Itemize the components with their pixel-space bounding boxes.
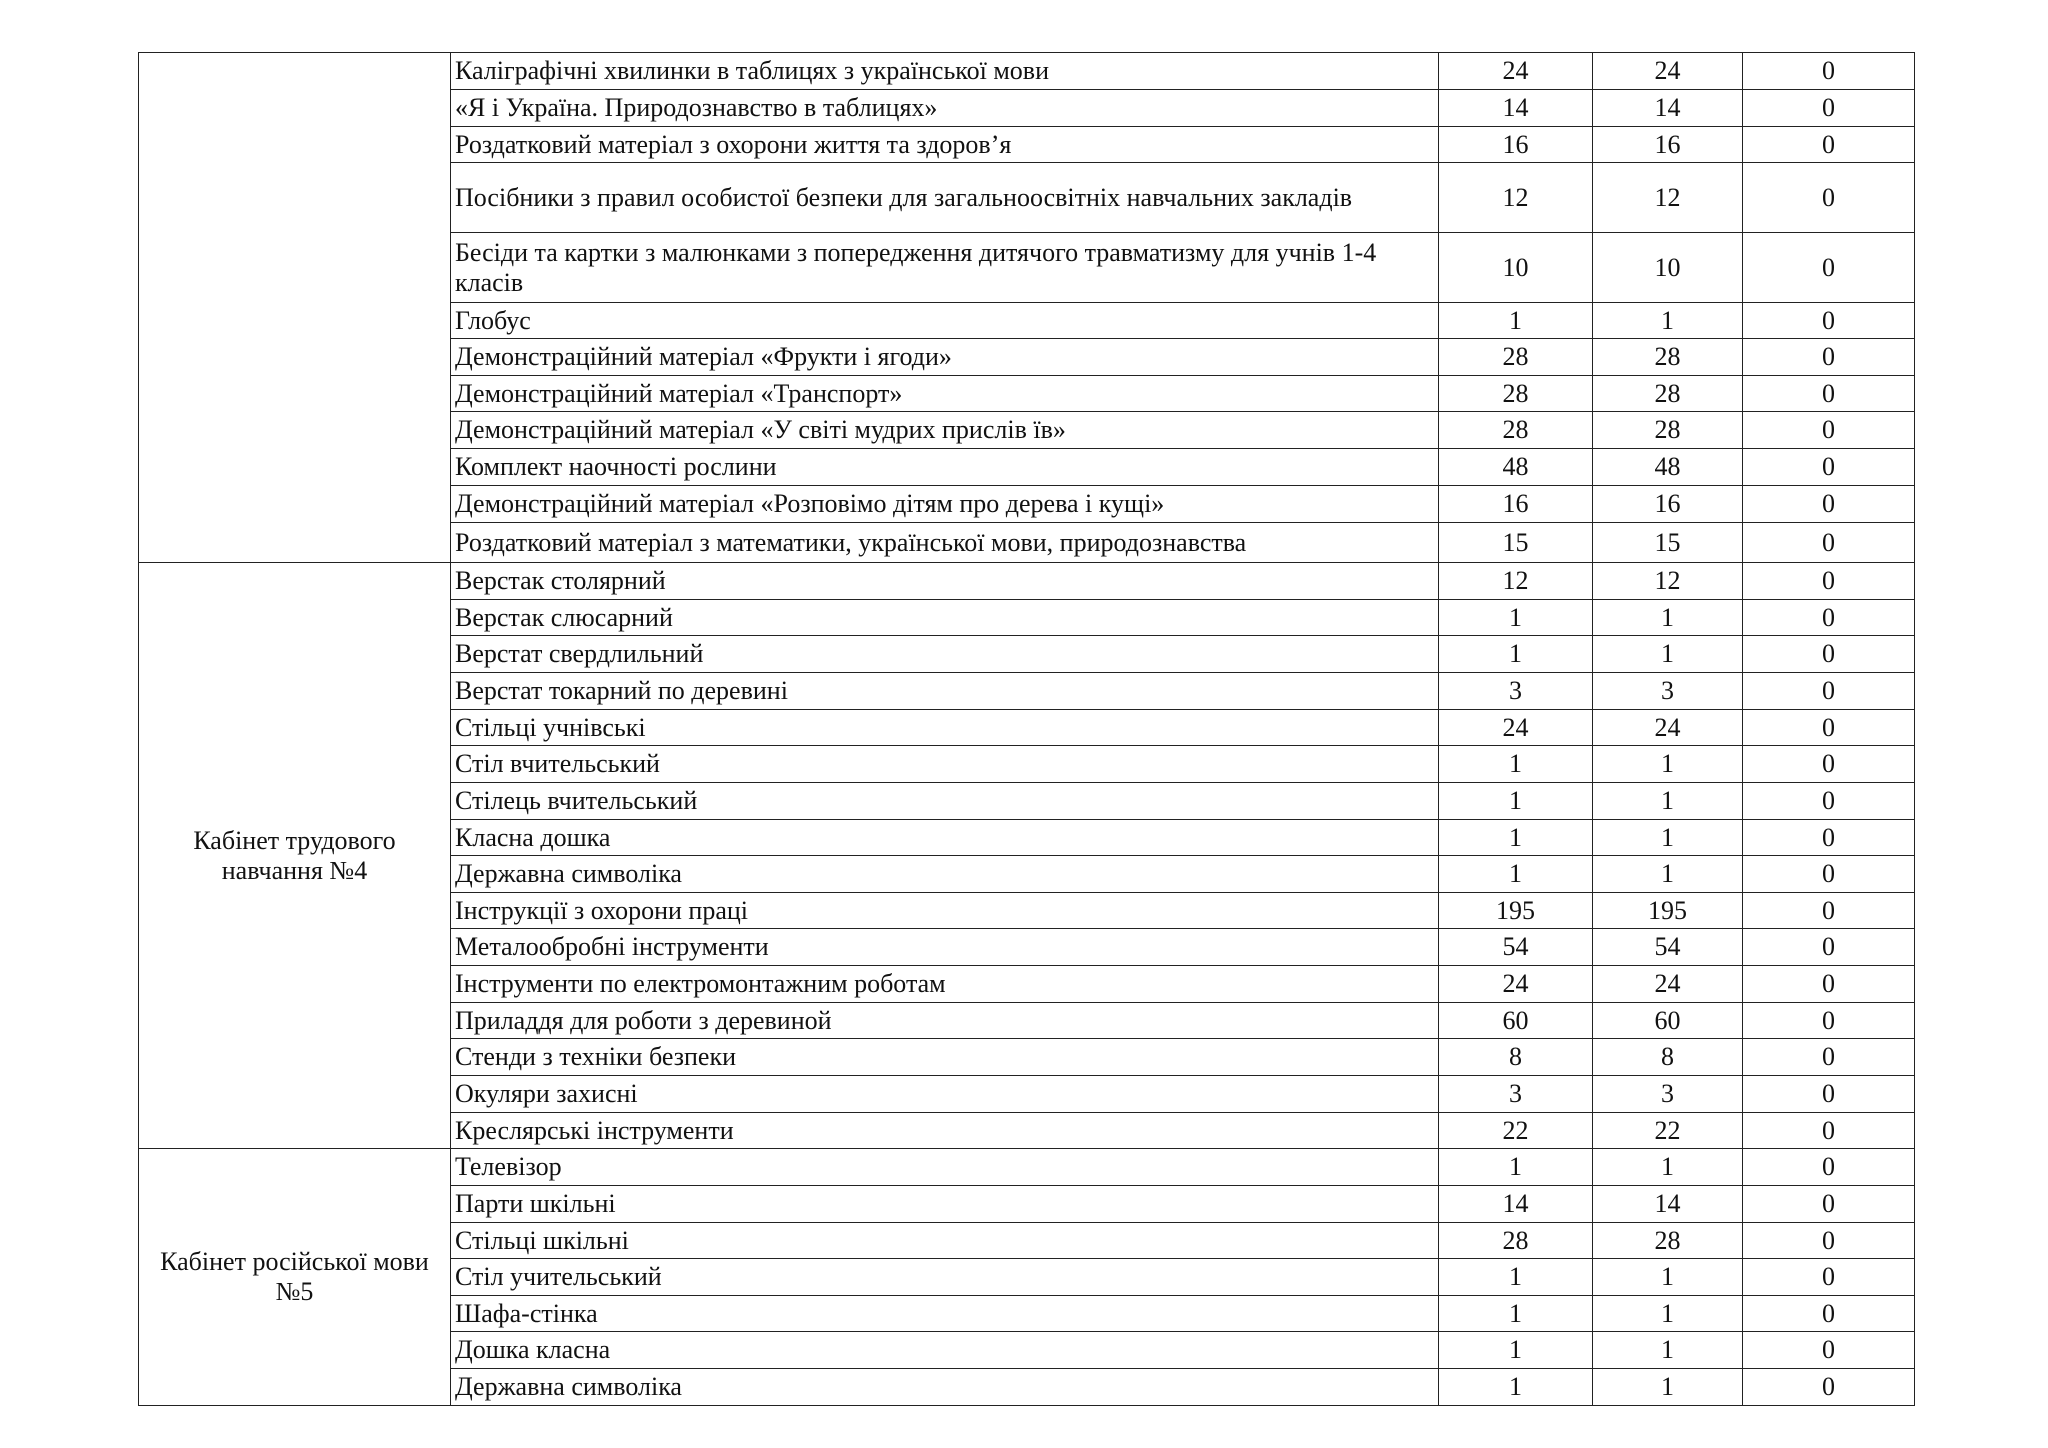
- quantity-cell: 16: [1439, 127, 1593, 163]
- quantity-cell: 24: [1439, 53, 1593, 90]
- inventory-table: [138, 52, 1915, 1406]
- quantity-cell: 28: [1439, 339, 1593, 376]
- item-name-cell: Державна символіка: [451, 1369, 1439, 1406]
- available-quantity-cell: 1: [1593, 746, 1743, 783]
- available-quantity-cell: 48: [1593, 449, 1743, 486]
- available-quantity-cell: 24: [1593, 710, 1743, 746]
- item-name-cell: Металообробні інструменти: [451, 929, 1439, 966]
- available-quantity-cell: 12: [1593, 163, 1743, 233]
- quantity-cell: 60: [1439, 1003, 1593, 1039]
- available-quantity-cell: 1: [1593, 1369, 1743, 1406]
- item-name-cell: Стіл учительський: [451, 1259, 1439, 1296]
- item-name-cell: Верстат свердлильний: [451, 636, 1439, 673]
- shortage-cell: 0: [1743, 376, 1915, 412]
- quantity-cell: 8: [1439, 1039, 1593, 1076]
- quantity-cell: 16: [1439, 486, 1593, 523]
- available-quantity-cell: 195: [1593, 893, 1743, 929]
- room-name-cell: [139, 53, 451, 563]
- shortage-cell: 0: [1743, 127, 1915, 163]
- quantity-cell: 1: [1439, 1259, 1593, 1296]
- item-name-cell: Класна дошка: [451, 820, 1439, 856]
- available-quantity-cell: 1: [1593, 303, 1743, 339]
- shortage-cell: 0: [1743, 163, 1915, 233]
- quantity-cell: 3: [1439, 1076, 1593, 1113]
- available-quantity-cell: 1: [1593, 856, 1743, 893]
- quantity-cell: 28: [1439, 376, 1593, 412]
- quantity-cell: 1: [1439, 820, 1593, 856]
- available-quantity-cell: 1: [1593, 1332, 1743, 1369]
- item-name-cell: Роздатковий матеріал з охорони життя та здоров’я: [451, 127, 1439, 163]
- available-quantity-cell: 16: [1593, 486, 1743, 523]
- item-name-cell: Інструменти по електромонтажним роботам: [451, 966, 1439, 1003]
- shortage-cell: 0: [1743, 856, 1915, 893]
- quantity-cell: 54: [1439, 929, 1593, 966]
- shortage-cell: 0: [1743, 339, 1915, 376]
- shortage-cell: 0: [1743, 893, 1915, 929]
- shortage-cell: 0: [1743, 1332, 1915, 1369]
- quantity-cell: 1: [1439, 1296, 1593, 1332]
- available-quantity-cell: 15: [1593, 523, 1743, 563]
- shortage-cell: 0: [1743, 563, 1915, 600]
- table-row: [139, 563, 1915, 600]
- available-quantity-cell: 1: [1593, 783, 1743, 820]
- item-name-cell: Бесіди та картки з малюнками з попередження дитячого травматизму для учнів 1-4 класів: [451, 233, 1439, 303]
- item-name-cell: Роздатковий матеріал з математики, української мови, природознавства: [451, 523, 1439, 563]
- item-name-cell: Демонстраційний матеріал «Фрукти і ягоди»: [451, 339, 1439, 376]
- available-quantity-cell: 14: [1593, 1186, 1743, 1223]
- item-name-cell: Глобус: [451, 303, 1439, 339]
- available-quantity-cell: 28: [1593, 339, 1743, 376]
- shortage-cell: 0: [1743, 1296, 1915, 1332]
- item-name-cell: Креслярські інструменти: [451, 1113, 1439, 1149]
- item-name-cell: Інструкції з охорони праці: [451, 893, 1439, 929]
- shortage-cell: 0: [1743, 1003, 1915, 1039]
- shortage-cell: 0: [1743, 1259, 1915, 1296]
- quantity-cell: 1: [1439, 746, 1593, 783]
- item-name-cell: Комплект наочності рослини: [451, 449, 1439, 486]
- available-quantity-cell: 12: [1593, 563, 1743, 600]
- quantity-cell: 24: [1439, 710, 1593, 746]
- shortage-cell: 0: [1743, 523, 1915, 563]
- item-name-cell: Верстат токарний по деревині: [451, 673, 1439, 710]
- quantity-cell: 14: [1439, 90, 1593, 127]
- item-name-cell: Стілець вчительський: [451, 783, 1439, 820]
- shortage-cell: 0: [1743, 1186, 1915, 1223]
- inventory-table-body: [139, 53, 1915, 1406]
- quantity-cell: 24: [1439, 966, 1593, 1003]
- available-quantity-cell: 60: [1593, 1003, 1743, 1039]
- quantity-cell: 28: [1439, 412, 1593, 449]
- available-quantity-cell: 14: [1593, 90, 1743, 127]
- quantity-cell: 12: [1439, 163, 1593, 233]
- available-quantity-cell: 1: [1593, 600, 1743, 636]
- available-quantity-cell: 3: [1593, 673, 1743, 710]
- available-quantity-cell: 10: [1593, 233, 1743, 303]
- available-quantity-cell: 28: [1593, 376, 1743, 412]
- room-name-cell: Кабінет трудового навчання №4: [139, 563, 451, 1149]
- shortage-cell: 0: [1743, 636, 1915, 673]
- quantity-cell: 48: [1439, 449, 1593, 486]
- quantity-cell: 1: [1439, 1149, 1593, 1186]
- quantity-cell: 1: [1439, 636, 1593, 673]
- quantity-cell: 12: [1439, 563, 1593, 600]
- quantity-cell: 195: [1439, 893, 1593, 929]
- shortage-cell: 0: [1743, 783, 1915, 820]
- shortage-cell: 0: [1743, 1113, 1915, 1149]
- shortage-cell: 0: [1743, 929, 1915, 966]
- available-quantity-cell: 24: [1593, 53, 1743, 90]
- item-name-cell: Телевізор: [451, 1149, 1439, 1186]
- available-quantity-cell: 3: [1593, 1076, 1743, 1113]
- item-name-cell: Верстак слюсарний: [451, 600, 1439, 636]
- available-quantity-cell: 16: [1593, 127, 1743, 163]
- quantity-cell: 14: [1439, 1186, 1593, 1223]
- shortage-cell: 0: [1743, 746, 1915, 783]
- shortage-cell: 0: [1743, 412, 1915, 449]
- shortage-cell: 0: [1743, 486, 1915, 523]
- shortage-cell: 0: [1743, 1076, 1915, 1113]
- shortage-cell: 0: [1743, 53, 1915, 90]
- item-name-cell: Демонстраційний матеріал «Транспорт»: [451, 376, 1439, 412]
- item-name-cell: Демонстраційний матеріал «У світі мудрих прислів їв»: [451, 412, 1439, 449]
- item-name-cell: Державна символіка: [451, 856, 1439, 893]
- shortage-cell: 0: [1743, 820, 1915, 856]
- available-quantity-cell: 8: [1593, 1039, 1743, 1076]
- item-name-cell: «Я і Україна. Природознавство в таблицях»: [451, 90, 1439, 127]
- available-quantity-cell: 22: [1593, 1113, 1743, 1149]
- item-name-cell: Посібники з правил особистої безпеки для загальноосвітніх навчальних закладів: [451, 163, 1439, 233]
- available-quantity-cell: 24: [1593, 966, 1743, 1003]
- quantity-cell: 1: [1439, 1332, 1593, 1369]
- quantity-cell: 1: [1439, 783, 1593, 820]
- quantity-cell: 1: [1439, 1369, 1593, 1406]
- item-name-cell: Парти шкільні: [451, 1186, 1439, 1223]
- shortage-cell: 0: [1743, 1369, 1915, 1406]
- available-quantity-cell: 1: [1593, 1149, 1743, 1186]
- available-quantity-cell: 28: [1593, 1223, 1743, 1259]
- item-name-cell: Шафа-стінка: [451, 1296, 1439, 1332]
- item-name-cell: Верстак столярний: [451, 563, 1439, 600]
- shortage-cell: 0: [1743, 449, 1915, 486]
- quantity-cell: 10: [1439, 233, 1593, 303]
- item-name-cell: Стенди з техніки безпеки: [451, 1039, 1439, 1076]
- item-name-cell: Каліграфічні хвилинки в таблицях з української мови: [451, 53, 1439, 90]
- available-quantity-cell: 1: [1593, 636, 1743, 673]
- available-quantity-cell: 54: [1593, 929, 1743, 966]
- item-name-cell: Демонстраційний матеріал «Розповімо дітям про дерева і кущі»: [451, 486, 1439, 523]
- quantity-cell: 28: [1439, 1223, 1593, 1259]
- shortage-cell: 0: [1743, 90, 1915, 127]
- item-name-cell: Дошка класна: [451, 1332, 1439, 1369]
- room-name-cell: Кабінет російської мови №5: [139, 1149, 451, 1406]
- item-name-cell: Окуляри захисні: [451, 1076, 1439, 1113]
- available-quantity-cell: 1: [1593, 820, 1743, 856]
- quantity-cell: 1: [1439, 303, 1593, 339]
- item-name-cell: Стільці учнівські: [451, 710, 1439, 746]
- quantity-cell: 3: [1439, 673, 1593, 710]
- shortage-cell: 0: [1743, 600, 1915, 636]
- quantity-cell: 1: [1439, 600, 1593, 636]
- item-name-cell: Стіл вчительський: [451, 746, 1439, 783]
- item-name-cell: Стільці шкільні: [451, 1223, 1439, 1259]
- shortage-cell: 0: [1743, 966, 1915, 1003]
- available-quantity-cell: 28: [1593, 412, 1743, 449]
- available-quantity-cell: 1: [1593, 1259, 1743, 1296]
- shortage-cell: 0: [1743, 1149, 1915, 1186]
- table-row: [139, 1149, 1915, 1186]
- shortage-cell: 0: [1743, 233, 1915, 303]
- shortage-cell: 0: [1743, 1223, 1915, 1259]
- shortage-cell: 0: [1743, 1039, 1915, 1076]
- shortage-cell: 0: [1743, 673, 1915, 710]
- shortage-cell: 0: [1743, 303, 1915, 339]
- shortage-cell: 0: [1743, 710, 1915, 746]
- quantity-cell: 1: [1439, 856, 1593, 893]
- quantity-cell: 15: [1439, 523, 1593, 563]
- available-quantity-cell: 1: [1593, 1296, 1743, 1332]
- table-row: [139, 53, 1915, 90]
- quantity-cell: 22: [1439, 1113, 1593, 1149]
- item-name-cell: Приладдя для роботи з деревиной: [451, 1003, 1439, 1039]
